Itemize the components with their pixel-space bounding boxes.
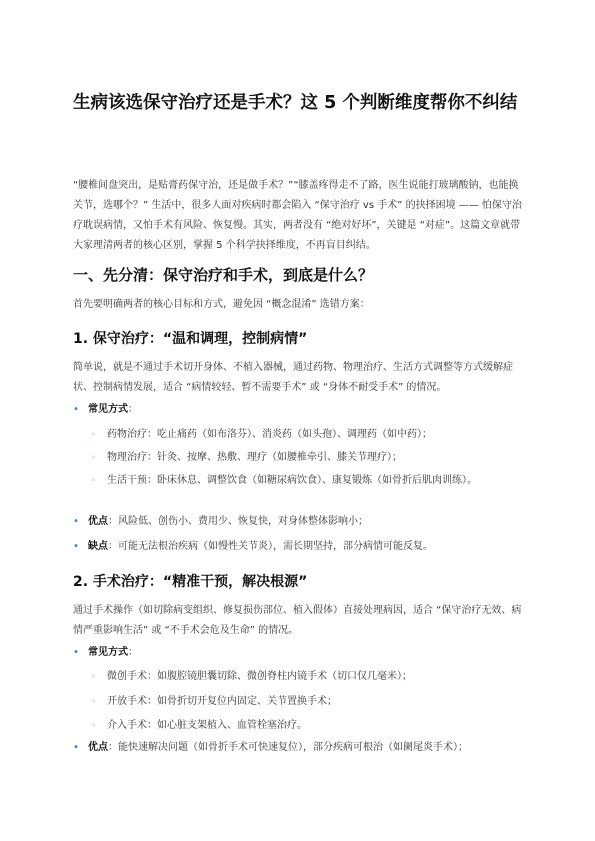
blue-dot-bullet-icon: • <box>73 516 79 527</box>
method-text: 微创手术：如腹腔镜胆囊切除、微创脊柱内镜手术（切口仅几毫米）； <box>107 671 412 682</box>
surgery-heading: 2. 手术治疗：“精准干预，解决根源” <box>73 574 308 590</box>
method-text: 物理治疗：针灸、按摩、热敷、理疗（如腰椎牵引、膝关节理疗）； <box>107 452 402 463</box>
conservative-description: 简单说，就是不通过手术切开身体、不植入器械，通过药物、物理治疗、生活方式调整等方式缓解症状、控制病情发展，适合 “病情较轻、暂不需要手术” 或 “身体不耐受手术” 的情况。 <box>73 362 513 393</box>
blue-dot-bullet-icon: • <box>73 647 79 658</box>
blue-dot-bullet-icon: • <box>73 404 79 415</box>
blue-ring-bullet-icon: ◦ <box>91 721 96 730</box>
pros-label: 优点 <box>88 516 108 527</box>
pros-text: ：能快速解决问题（如骨折手术可快速复位），部分疾病可根治（如阑尾炎手术）； <box>108 742 468 753</box>
surgery-description: 通过手术操作（如切除病变组织、修复损伤部位、植入假体）直接处理病因，适合 “保守治疗无效、病情严重影响生活” 或 “不手术会危及生命” 的情况。 <box>73 605 522 636</box>
cons-label: 缺点 <box>88 541 108 552</box>
blue-ring-bullet-icon: ◦ <box>91 453 96 462</box>
pros-text: ：风险低、创伤小、费用少、恢复快，对身体整体影响小； <box>108 516 368 527</box>
method-text: 开放手术：如骨折切开复位内固定、关节置换手术； <box>107 696 337 707</box>
methods-colon: ： <box>128 404 138 415</box>
blue-dot-bullet-icon: • <box>73 541 79 552</box>
section1-heading: 一、先分清：保守治疗和手术，到底是什么？ <box>73 266 374 284</box>
method-text: 药物治疗：吃止痛药（如布洛芬）、消炎药（如头孢）、调理药（如中药）； <box>107 429 432 440</box>
blue-ring-bullet-icon: ◦ <box>91 672 96 681</box>
method-text: 介入手术：如心脏支架植入、血管栓塞治疗。 <box>107 720 307 731</box>
methods-label: 常见方式 <box>88 647 128 658</box>
blue-ring-bullet-icon: ◦ <box>91 476 96 485</box>
intro-paragraph: “腰椎间盘突出，是贴膏药保守治，还是做手术？”“膝盖疼得走不了路，医生说能打玻璃酸钠，也能换关节，选哪个？” 生活中，很多人面对疾病时都会陷入 “保守治疗 vs 手术” 的抉择困境 —— 怕保守治疗耽误病情，又怕手术有风险、恢复慢。其实，两者没有 “绝对好坏”，关键是 “对症”。这篇文章就带大家理清两者的核心区别，掌握 5 个科学抉择维度，不再盲目纠结。 <box>73 180 522 251</box>
method-text: 生活干预：卧床休息、调整饮食（如糖尿病饮食）、康复锻炼（如骨折后肌肉训练）。 <box>107 475 477 486</box>
pros-label: 优点 <box>88 742 108 753</box>
methods-colon: ： <box>128 647 138 658</box>
blue-ring-bullet-icon: ◦ <box>91 430 96 439</box>
conservative-heading: 1. 保守治疗：“温和调理，控制病情” <box>73 331 308 347</box>
cons-text: ：可能无法根治疾病（如慢性关节炎），需长期坚持，部分病情可能反复。 <box>108 541 433 552</box>
methods-label: 常见方式 <box>88 404 128 415</box>
article-title: 生病该选保守治疗还是手术？这 5 个判断维度帮你不纠结 <box>73 93 518 113</box>
blue-ring-bullet-icon: ◦ <box>91 697 96 706</box>
section1-lead: 首先要明确两者的核心目标和方式，避免因 “概念混淆” 选错方案： <box>73 299 370 310</box>
blue-dot-bullet-icon: • <box>73 742 79 753</box>
